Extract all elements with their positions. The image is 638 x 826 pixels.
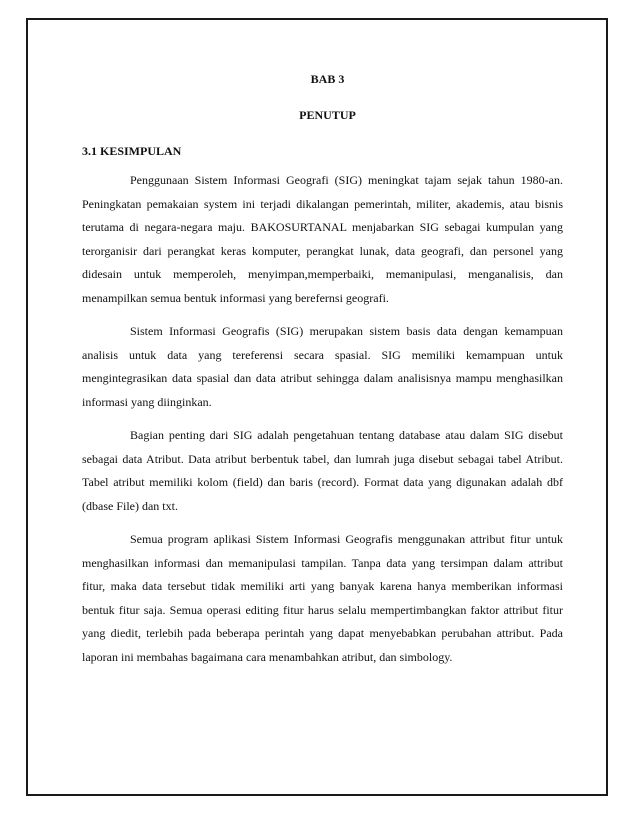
- paragraph: Penggunaan Sistem Informasi Geografi (SIG) meningkat tajam sejak tahun 1980-an. Peningkatan pemakaian system ini terjadi dikalangan pemerintah, militer, akademis, atau bisnis terutama di negara-negara maju. BAKOSURTANAL menjabarkan SIG sebagai kumpulan yang terorganisir dari perangkat keras komputer, perangkat lunak, data geografi, dan personel yang didesain untuk memperoleh, menyimpan,memperbaiki, memanipulasi, menganalisis, dan menampilkan semua bentuk informasi yang berefernsi geografi.: [82, 173, 563, 305]
- section-heading: 3.1 KESIMPULAN: [82, 144, 182, 158]
- paragraph: Sistem Informasi Geografis (SIG) merupakan sistem basis data dengan kemampuan analisis untuk data yang tereferensi secara spasial. SIG memiliki kemampuan untuk mengintegrasikan data spasial dan data atribut sehingga dalam analisisnya mampu menghasilkan informasi yang diinginkan.: [82, 324, 563, 409]
- paragraph: Semua program aplikasi Sistem Informasi Geografis menggunakan attribut fitur untuk menghasilkan informasi dan memanipulasi tampilan. Tanpa data yang tersimpan dalam attribut fitur, maka data tersebut tidak memiliki arti yang banyak karena hanya memberikan informasi bentuk fitur saja. Semua operasi editing fitur harus selalu mempertimbangkan faktor attribut fitur yang diedit, terlebih pada beberapa perintah yang dapat menyebabkan perubahan attribut. Pada laporan ini membahas bagaimana cara menambahkan atribut, dan simbology.: [82, 532, 563, 664]
- paragraph: Bagian penting dari SIG adalah pengetahuan tentang database atau dalam SIG disebut sebagai data Atribut. Data atribut berbentuk tabel, dan lumrah juga disebut sebagai tabel Atribut. Tabel atribut memiliki kolom (field) dan baris (record). Format data yang digunakan adalah dbf (dbase File) dan txt.: [82, 428, 563, 513]
- chapter-title: PENUTUP: [299, 108, 356, 122]
- chapter-number: BAB 3: [310, 72, 345, 86]
- document-body: [82, 72, 563, 669]
